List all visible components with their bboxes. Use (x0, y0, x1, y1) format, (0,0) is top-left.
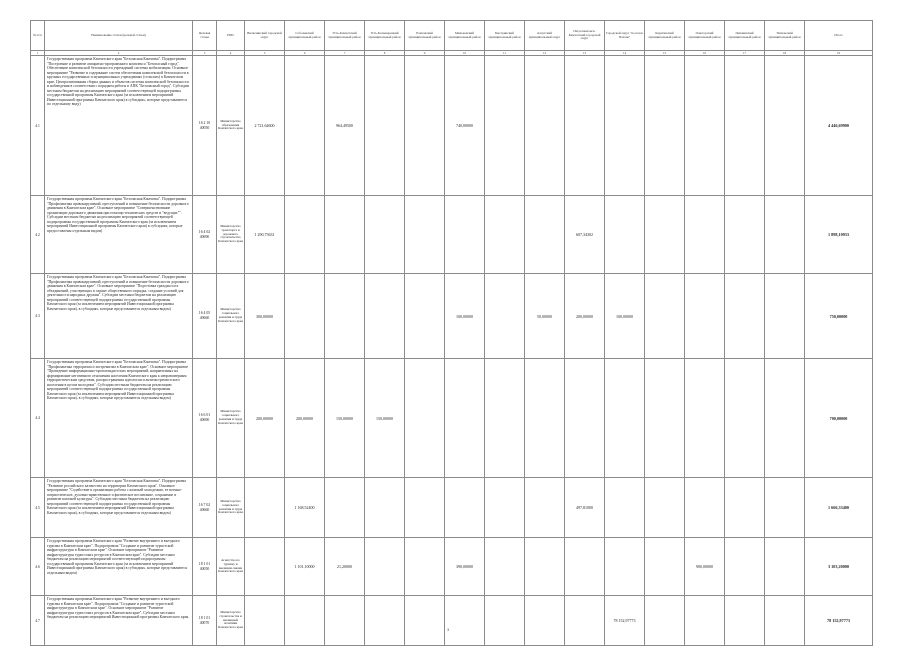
value-cell-c16: 900,00000 (685, 538, 725, 596)
value-cell-c13 (565, 56, 605, 196)
value-cell-c11 (485, 274, 525, 359)
value-cell-c16 (685, 596, 725, 646)
column-number: 9 (405, 51, 445, 56)
column-header-c16: Олюторский муниципальный район (685, 21, 725, 51)
column-number: 2 (45, 51, 193, 56)
row-grbs: Министерство строительства и жилищной политики Камчатского края (217, 596, 245, 646)
row-description: Государственная программа Камчатского края "Развитие внутреннего и въездного туризма в Камчатском крае". Подпрограмма "Создание и развитие туристской инфраструктуры в Камчатском крае". Основное мероприятие "Развитие инфраструктуры туристских ресурсов в Камчатском крае". Субсидии местным бюджетам на реализацию мероприятий Инвестиционной программы Камчатского края. (45, 596, 193, 646)
row-description: Государственная программа Камчатского края "Развитие внутреннего и въездного туризма в Камчатском крае". Подпрограмма "Создание и развитие туристской инфраструктуры в Камчатском крае". Основное мероприятие "Развитие инфраструктуры туристских ресурсов в Камчатском крае". Субсидии местным бюджетам на реализацию мероприятий соответствующей подпрограммы государственной программы Камчатского края (за исключением мероприятий Инвестиционной программы Камчатского края) в субсидиях, которые представляются отдельным видом) (45, 538, 193, 596)
value-cell-c9 (405, 56, 445, 196)
value-cell-c8 (365, 274, 405, 359)
value-cell-c11 (485, 478, 525, 538)
value-cell-c6 (285, 596, 325, 646)
row-total: 78 152,97773 (805, 596, 873, 646)
value-cell-c13: 497,81000 (565, 478, 605, 538)
value-cell-c15 (645, 196, 685, 274)
value-cell-c6 (285, 196, 325, 274)
budget-table-sheet (30, 20, 868, 646)
column-header-c15: Карагинский муниципальный район (645, 21, 685, 51)
value-cell-c12 (525, 596, 565, 646)
value-cell-c14: 78 152,97773 (605, 596, 645, 646)
value-cell-c12 (525, 359, 565, 478)
row-target-article: 16 4 02 40690 (193, 196, 217, 274)
value-cell-c13 (565, 538, 605, 596)
value-cell-c17 (725, 359, 765, 478)
value-cell-c6 (285, 274, 325, 359)
value-cell-c7 (325, 196, 365, 274)
row-number: 4.3 (31, 274, 45, 359)
table-row (31, 538, 873, 596)
value-cell-c10: 100,00000 (445, 274, 485, 359)
row-target-article: 16 4 05 40660 (193, 274, 217, 359)
column-header-name: Наименование статьи (целевой статьи) (45, 21, 193, 51)
value-cell-c9 (405, 359, 445, 478)
value-cell-c6: 200,00000 (285, 359, 325, 478)
row-total: 750,00000 (805, 274, 873, 359)
column-number: 7 (325, 51, 365, 56)
value-cell-c17 (725, 478, 765, 538)
value-cell-c6: 1 101,10000 (285, 538, 325, 596)
value-cell-c5 (245, 478, 285, 538)
column-number: 11 (485, 51, 525, 56)
value-cell-c12 (525, 478, 565, 538)
table-row (31, 274, 873, 359)
value-cell-c7 (325, 274, 365, 359)
column-header-c10: Мильковский муниципальный район (445, 21, 485, 51)
value-cell-c15 (645, 359, 685, 478)
row-total: 3 103,20000 (805, 538, 873, 596)
value-cell-c17 (725, 56, 765, 196)
value-cell-c9 (405, 478, 445, 538)
value-cell-c13 (565, 596, 605, 646)
row-number: 4.5 (31, 478, 45, 538)
value-cell-c15 (645, 56, 685, 196)
value-cell-c7: 21,20000 (325, 538, 365, 596)
row-target-article: 16 2 10 40050 (193, 56, 217, 196)
column-number: 16 (685, 51, 725, 56)
value-cell-c14 (605, 538, 645, 596)
value-cell-c9 (405, 196, 445, 274)
value-cell-c11 (485, 56, 525, 196)
column-header-c17: Пенжинский муниципальный район (725, 21, 765, 51)
column-number: 5 (245, 51, 285, 56)
value-cell-c6: 1 168,52400 (285, 478, 325, 538)
row-number: 4.7 (31, 596, 45, 646)
column-header-total: Итого (805, 21, 873, 51)
value-cell-c8 (365, 538, 405, 596)
value-cell-c5: 200,00000 (245, 359, 285, 478)
value-cell-c18 (765, 538, 805, 596)
row-target-article: 18 1 01 40070 (193, 596, 217, 646)
value-cell-c8: 150,00000 (365, 359, 405, 478)
value-cell-c15 (645, 274, 685, 359)
value-cell-c5 (245, 538, 285, 596)
value-cell-c12 (525, 56, 565, 196)
row-number: 4.6 (31, 538, 45, 596)
row-target-article: 18 1 01 40050 (193, 538, 217, 596)
column-number: 19 (805, 51, 873, 56)
row-grbs: Министерство образования Камчатского края (217, 56, 245, 196)
value-cell-c5: 1 290,75631 (245, 196, 285, 274)
value-cell-c17 (725, 196, 765, 274)
value-cell-c12: 50,00000 (525, 274, 565, 359)
column-header-c12: Алеутский муниципальный округ (525, 21, 565, 51)
value-cell-c14 (605, 56, 645, 196)
table-row (31, 478, 873, 538)
value-cell-c9 (405, 274, 445, 359)
column-header-c8: Усть-Большерецкий муниципальный район (365, 21, 405, 51)
value-cell-c14 (605, 196, 645, 274)
value-cell-c17 (725, 538, 765, 596)
column-number: 14 (605, 51, 645, 56)
value-cell-c7: 964,49500 (325, 56, 365, 196)
column-number: 13 (565, 51, 605, 56)
value-cell-c10: 390,00000 (445, 538, 485, 596)
value-cell-c13: 607,34302 (565, 196, 605, 274)
value-cell-c10 (445, 359, 485, 478)
subsidy-distribution-table (30, 20, 873, 646)
column-header-c11: Быстринский муниципальный район (485, 21, 525, 51)
value-cell-c8 (365, 596, 405, 646)
value-cell-c8 (365, 196, 405, 274)
row-total: 1 666,33400 (805, 478, 873, 538)
column-number: 17 (725, 51, 765, 56)
value-cell-c11 (485, 196, 525, 274)
value-cell-c11 (485, 538, 525, 596)
row-total: 700,00000 (805, 359, 873, 478)
table-row (31, 359, 873, 478)
value-cell-c12 (525, 196, 565, 274)
column-header-grbs: ГРБС (217, 21, 245, 51)
value-cell-c11 (485, 359, 525, 478)
row-description: Государственная программа Камчатского края "Безопасная Камчатка". Подпрограмма "Построение и развитие аппаратно-программного комплекса "Безопасный город". Обеспечение комплексной безопасности учреждений системы мобилизации. Основное мероприятие "Развитие и содержание систем обеспечения комплексной безопасности в крупных государственных и муниципальных учреждениях (сельских) в Камчатском крае. Централизованная сборка данных и объектов системы комплексной безопасности и наблюдения в соответствии с порядком работы в АПК "Безопасный город". Субсидии местным бюджетам на реализацию мероприятий соответствующей подпрограммы государственной программы Камчатского края (за исключением мероприятий Инвестиционной программы Камчатского края) в субсидиях, которые представляются по отдельному виду) (45, 56, 193, 196)
column-header-c13: Петропавловск-Камчатский городской округ (565, 21, 605, 51)
value-cell-c16 (685, 478, 725, 538)
value-cell-c10 (445, 478, 485, 538)
value-cell-c8 (365, 478, 405, 538)
value-cell-c11 (485, 596, 525, 646)
value-cell-c14 (605, 359, 645, 478)
column-header-c14: Городской округ "поселок Палана" (605, 21, 645, 51)
value-cell-c7 (325, 596, 365, 646)
value-cell-c12 (525, 538, 565, 596)
value-cell-c9 (405, 596, 445, 646)
row-total: 1 898,10933 (805, 196, 873, 274)
row-number: 4.4 (31, 359, 45, 478)
row-description: Государственная программа Камчатского края "Безопасная Камчатка". Подпрограмма "Профилактика правонарушений, преступлений и повышение безопасности дорожного движения в Камчатском крае". Основное мероприятие "Подготовка граждан и их объединений, участвующих в охране общественного порядка, создание условий для деятельности народных дружин". Субсидии местным бюджетам на реализацию мероприятий соответствующей подпрограммы государственной программы Камчатского края (за исключением мероприятий Инвестиционной программы Камчатского края), в субсидиях, которые представляются отдельным видом) (45, 274, 193, 359)
row-grbs: Министерство транспорта и дорожного строительства Камчатского края (217, 196, 245, 274)
row-description: Государственная программа Камчатского края "Безопасная Камчатка". Подпрограмма "Профилактика правонарушений, преступлений и повышение безопасности дорожного движения в Камчатском крае". Основное мероприятие "Совершенствование организации дорожного движения при помощи технических средств и "ведущих"". Субсидии местным бюджетам на реализацию мероприятий соответствующей подпрограммы государственной программы Камчатского края (за исключением мероприятий Инвестиционной программы Камчатского края) в субсидиях, которые предоставлены отдельным видом) (45, 196, 193, 274)
value-cell-c10 (445, 196, 485, 274)
value-cell-c18 (765, 196, 805, 274)
value-cell-c8 (365, 56, 405, 196)
value-cell-c16 (685, 274, 725, 359)
column-number: 1 (31, 51, 45, 56)
column-number: 12 (525, 51, 565, 56)
row-target-article: 16 6 01 40690 (193, 359, 217, 478)
column-header-kbk: Целевая статья (193, 21, 217, 51)
page-number: 3 (447, 627, 450, 632)
value-cell-c18 (765, 478, 805, 538)
value-cell-c18 (765, 596, 805, 646)
row-total: 4 446,69900 (805, 56, 873, 196)
row-grbs: Министерство социального развития и труда Камчатского края (217, 478, 245, 538)
column-number: 4 (217, 51, 245, 56)
column-number: 15 (645, 51, 685, 56)
column-header-c18: Тигильский муниципальный район (765, 21, 805, 51)
value-cell-c18 (765, 56, 805, 196)
column-header-c5: Вилючинский городской округ (245, 21, 285, 51)
table-header-row (31, 21, 873, 51)
value-cell-c14 (605, 478, 645, 538)
row-number: 4.1 (31, 56, 45, 196)
column-header-c9: Елизовский муниципальный район (405, 21, 445, 51)
value-cell-c15 (645, 596, 685, 646)
value-cell-c13: 200,00000 (565, 274, 605, 359)
column-number: 3 (193, 51, 217, 56)
row-target-article: 16 7 02 40660 (193, 478, 217, 538)
value-cell-c18 (765, 359, 805, 478)
column-number: 18 (765, 51, 805, 56)
table-row (31, 596, 873, 646)
column-header-c7: Усть-Камчатский муниципальный район (325, 21, 365, 51)
value-cell-c10: 740,00000 (445, 56, 485, 196)
value-cell-c5 (245, 596, 285, 646)
row-grbs: Агентство по туризму и внешним связям Камчатского края (217, 538, 245, 596)
column-number: 10 (445, 51, 485, 56)
row-number: 4.2 (31, 196, 45, 274)
table-row (31, 196, 873, 274)
value-cell-c17 (725, 596, 765, 646)
column-number: 6 (285, 51, 325, 56)
value-cell-c16 (685, 56, 725, 196)
value-cell-c6 (285, 56, 325, 196)
value-cell-c13 (565, 359, 605, 478)
value-cell-c18 (765, 274, 805, 359)
row-grbs: Министерство социального развития и труда Камчатского края (217, 274, 245, 359)
value-cell-c15 (645, 478, 685, 538)
value-cell-c9 (405, 538, 445, 596)
row-grbs: Министерство социального развития и труда Камчатского края (217, 359, 245, 478)
value-cell-c7 (325, 478, 365, 538)
value-cell-c7: 150,00000 (325, 359, 365, 478)
column-header-c6: Соболевский муниципальный район (285, 21, 325, 51)
value-cell-c10 (445, 596, 485, 646)
value-cell-c16 (685, 359, 725, 478)
value-cell-c5: 2 721,64600 (245, 56, 285, 196)
value-cell-c16 (685, 196, 725, 274)
value-cell-c17 (725, 274, 765, 359)
row-description: Государственная программа Камчатского края "Безопасная Камчатка". Подпрограмма "Профилактика терроризма и экстремизма в Камчатском крае". Основное мероприятие "Проведение информационно-пропагандистских мероприятий, направленных на формирование негативного отношения населения Камчатского края к неправомерным террористическим средствам, распространения идеологии и антиэкстремистского населения в целом молодежи". Субсидии местным бюджетам на реализацию мероприятий соответствующей подпрограммы государственной программы Камчатского края (за исключением мероприятий Инвестиционной программы Камчатского края), в субсидиях, которые представляются отдельным видом) (45, 359, 193, 478)
row-description: Государственная программа Камчатского края "Безопасная Камчатка". Подпрограмма "Развитие российского казачества на территории Камчатского края". Основное мероприятие "Содействие в организации работы с казачьей молодежью, ее военно-патриотическое, духовно-нравственное и физическое воспитание, сохранение и развитие казачьей культуры". Субсидии местным бюджетам на реализацию мероприятий соответствующей подпрограммы государственной программы Камчатского края (за исключением мероприятий Инвестиционной программы Камчатского края), в субсидиях, которые представляются отдельным видом) (45, 478, 193, 538)
value-cell-c5: 300,00000 (245, 274, 285, 359)
column-number: 8 (365, 51, 405, 56)
column-header-num: № п/п (31, 21, 45, 51)
table-row (31, 56, 873, 196)
value-cell-c14: 100,00000 (605, 274, 645, 359)
value-cell-c15 (645, 538, 685, 596)
